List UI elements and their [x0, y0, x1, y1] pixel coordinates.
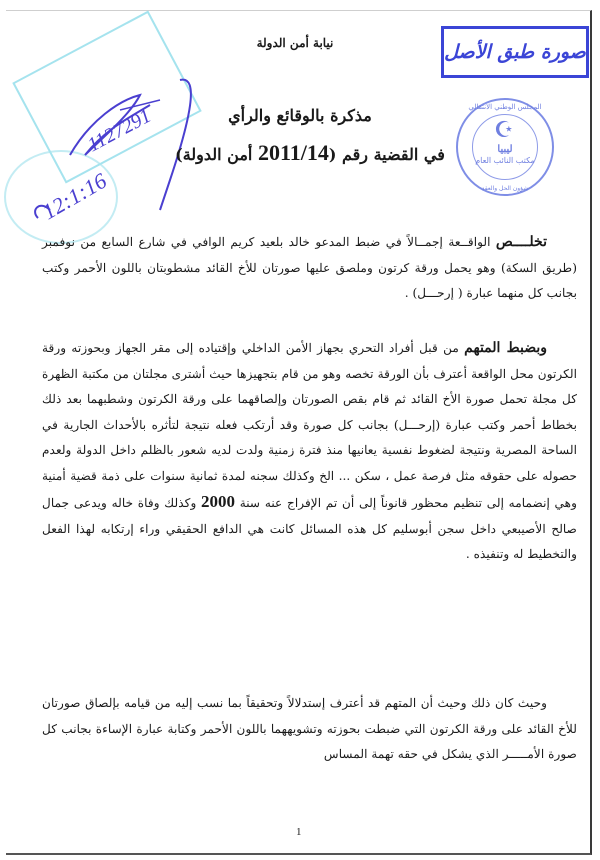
case-prefix: في القضية رقم ( [328, 145, 445, 164]
paragraph-arrest [42, 336, 577, 568]
paragraph-text: وكذلك وفاة خاله ويدعى جمال صالح الأصيبعي داخل سجن أبوسليم كل هذه المسائل كانت هي الدافع الحقيقي وراء إرتكابه لهذا الفعل والتخطيط له وتنفيذه . [42, 496, 577, 561]
signature-time: 12:1:16 [38, 167, 111, 225]
paragraph-summary [42, 230, 577, 307]
paragraph-lead: وبضبط المتهم [464, 340, 547, 356]
seal-country-text: ليبيا [497, 144, 513, 155]
case-reference [150, 140, 470, 166]
paragraph-text: الواقــعة إجمــالاً في ضبط المدعو خالد بلعيد كريم الوافي في شارع السابع من نوفمبر (طريق السكة) وهو يحمل ورقة كرتون وملصق عليها صورتان للأخ القائد مشطوبتان باللون الأحمر وكتب بجانب كل منهما عبارة ( إرحـــل) . [42, 235, 577, 300]
page-number: 1 [296, 826, 302, 838]
paragraph-conclusion [42, 691, 577, 768]
paragraph-text: وحيث كان ذلك وحيث أن المتهم قد أعترف إستدلالاً وتحقيقاً بما نسب إليه من قيامه بإلصاق صورتان للأخ القائد على ورقة الكرتون التي ضبطت بحوزته وتشويههما باللون الأحمر وكتابة عبارة الإساءة بجانب كل صورة الأمـــــر الذي يشكل في حقه تهمة المساس [42, 696, 577, 761]
crescent-star-icon: ☪ [494, 118, 514, 143]
paragraph-lead: تخلــــص [495, 234, 547, 250]
case-number: 2011/14 [257, 140, 329, 165]
signature-number: 1127291 [84, 104, 155, 157]
true-copy-stamp-text: صورة طبق الأصل [444, 41, 586, 63]
document-title: مذكرة بالوقائع والرأي [228, 106, 372, 125]
paragraph-text: من قبل أفراد التحري بجهاز الأمن الداخلي وإقتياده إلى مقر الجهاز وبحوزته ورقة الكرتون محل الواقعة أعترف بأن الورقة تخصه وهو من قام بتجهيزها حيث أشترى مجلتان من مكتبة الظهرة كل مجلة تحمل صورة الأخ القائد ثم قام بقص الصورتان وإلصاقهما على ورقة الكرتون وشطبهما بعد ذلك بخطاط أحمر وكتب عبارة (إرحـــل) بجانب كل صورة وقد أرتكب فعله نتيجة لتأثره بالأحداث الجارية في الساحة المصرية ونتيجة لضغوط نفسية يعانيها منذ فترة زمنية ولدت لديه شعور بالظلم داخل الدولة ولعدم حصوله على حقوقه مثل فرصة عمل ، سكن ... الخ وكذلك سجنه لمدة ثمانية سنوات على ذمة قضية أمنية وهي إنضمامه إلى تنظيم محظور قانوناً إلى أن تم الإفراج عنه سنة [42, 341, 577, 510]
true-copy-stamp [441, 26, 589, 78]
seal-office-text: مكتب النائب العام [475, 156, 535, 165]
seal-top-text: المجلس الوطني الانتقالي [468, 103, 542, 111]
official-seal [456, 98, 554, 196]
release-year: 2000 [201, 492, 236, 511]
case-suffix: أمن الدولة) [175, 145, 258, 164]
issuing-office: نيابة أمن الدولة [256, 36, 334, 50]
seal-bottom-text: شؤون الحل والعقد [481, 185, 529, 192]
